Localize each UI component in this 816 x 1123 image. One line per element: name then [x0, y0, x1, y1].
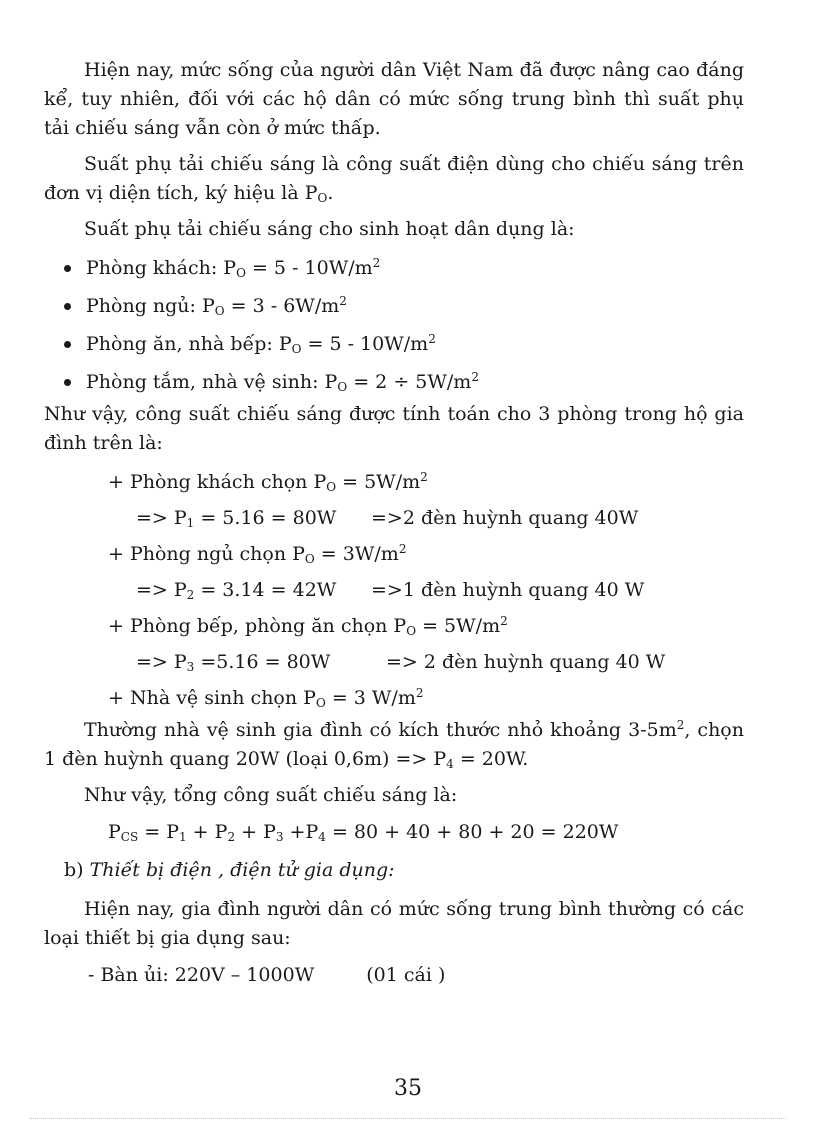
intro-paragraph-1: Hiện nay, mức sống của người dân Việt Nam đã được nâng cao đáng kể, tuy nhiên, đối với các hộ dân có mức sống trung bình thì suất phụ tải chiếu sáng vẫn còn ở mức thấp.	[44, 59, 744, 139]
lighting-load-list	[44, 250, 744, 400]
bullet-icon	[64, 265, 71, 272]
summary-intro: Như vậy, công suất chiếu sáng được tính toán cho 3 phòng trong hộ gia đình trên là:	[44, 403, 744, 454]
section-b-paragraph: Hiện nay, gia đình người dân có mức sống trung bình thường có các loại thiết bị gia dụng sau:	[44, 898, 744, 949]
list-item: Phòng khách: $P_O = 5 - 10W/m^2$	[44, 250, 744, 286]
calc-choice-kitchen: + Phòng bếp, phòng ăn chọn $P_O = 5W/m^2$	[108, 614, 508, 638]
calc-choice-bathroom: + Nhà vệ sinh chọn $P_O = 3$ $W/m^2$	[108, 686, 424, 710]
list-item: Phòng ngủ: $P_O = 3 - 6W/m^2$	[44, 288, 744, 324]
calc-result-formula: => $P_3 =5.16 = 80W$	[136, 651, 331, 674]
page-number: 35	[394, 1076, 422, 1101]
calc-choice-living-room: + Phòng khách chọn $P_O = 5W/m^2$	[108, 470, 428, 494]
calc-result-formula: => $P_1 = 5.16 = 80W$	[136, 507, 337, 530]
calculation-block	[44, 464, 744, 716]
calc-result-lamps: => 2 đèn huỳnh quang 40 W	[386, 651, 666, 673]
calc-result-living-room	[44, 500, 744, 536]
calc-result-formula: => $P_2 = 3.14 = 42W$	[136, 579, 337, 602]
calc-result-lamps: =>1 đèn huỳnh quang 40 W	[371, 579, 645, 601]
list-item: Phòng tắm, nhà vệ sinh: $P_O = 2 \div 5W/m^2$	[44, 364, 744, 400]
calc-result-kitchen	[44, 644, 744, 680]
page-body	[44, 56, 744, 993]
total-formula: $P_{CS} = P_1 + P_2 + P_3 +P_4 = 80 + 40 + 80 + 20 = 220W$	[108, 821, 619, 844]
list-item: Phòng ăn, nhà bếp: $P_O = 5 - 10W/m^2$	[44, 326, 744, 362]
bottom-divider	[30, 1118, 786, 1119]
section-b-heading: b) Thiết bị điện , điện tử gia dụng:	[64, 859, 395, 881]
bullet-icon	[64, 303, 71, 310]
calc-choice-bedroom: + Phòng ngủ chọn $P_O = 3W/m^2$	[108, 542, 407, 566]
appliance-item: - Bàn ủi: 220V – 1000W (01 cái )	[88, 964, 446, 986]
calc-result-lamps: =>2 đèn huỳnh quang 40W	[371, 507, 639, 529]
intro-paragraph-3: Suất phụ tải chiếu sáng cho sinh hoạt dân dụng là:	[84, 218, 575, 240]
bullet-icon	[64, 379, 71, 386]
calc-result-bedroom	[44, 572, 744, 608]
bathroom-paragraph: Thường nhà vệ sinh gia đình có kích thước nhỏ khoảng $3-5m^2$, chọn 1 đèn huỳnh quang 20W (loại $0,6m) => P_4 = 20W$.	[44, 718, 744, 771]
intro-paragraph-2: Suất phụ tải chiếu sáng là công suất điện dùng cho chiếu sáng trên đơn vị diện tích, ký hiệu là $P_O$.	[44, 153, 744, 205]
bullet-icon	[64, 341, 71, 348]
total-intro: Như vậy, tổng công suất chiếu sáng là:	[84, 784, 458, 806]
